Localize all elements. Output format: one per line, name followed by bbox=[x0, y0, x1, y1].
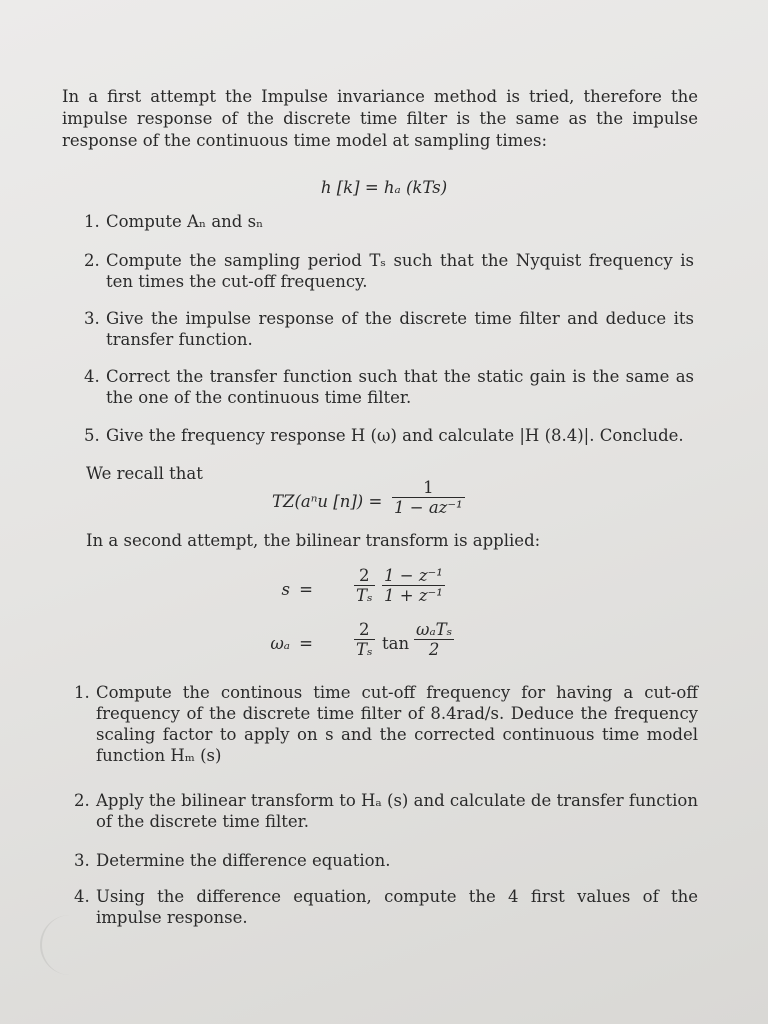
item-text: Determine the difference equation. bbox=[96, 851, 391, 870]
item-number: 1. bbox=[74, 683, 90, 702]
item-number: 2. bbox=[84, 251, 100, 270]
item-text: Correct the transfer function such that the static gain is the same as the one of the continuous time filter. bbox=[106, 367, 694, 407]
item-number: 4. bbox=[84, 367, 100, 386]
tz-numerator: 1 bbox=[423, 478, 434, 497]
s-coef-num: 2 bbox=[359, 566, 370, 585]
item-number: 3. bbox=[74, 851, 90, 870]
s-coef-fraction bbox=[354, 566, 375, 605]
tz-denominator: 1 − az⁻¹ bbox=[394, 498, 463, 517]
s-main-fraction bbox=[382, 566, 445, 605]
w-coef-den: Tₛ bbox=[356, 640, 373, 659]
equals-sign: = bbox=[299, 580, 313, 599]
item-text: Give the frequency response H (ω) and calculate |H (8.4)|. Conclude. bbox=[106, 426, 684, 445]
item-number: 1. bbox=[84, 212, 100, 231]
s-coef-den: Tₛ bbox=[356, 586, 373, 605]
page-shadow bbox=[40, 915, 82, 975]
w-coef-fraction bbox=[354, 620, 375, 659]
w-lhs: ωₐ bbox=[270, 634, 290, 653]
tz-lhs: TZ(aⁿu [n]) = bbox=[272, 492, 383, 511]
item-number: 3. bbox=[84, 309, 100, 328]
s-main-den: 1 + z⁻¹ bbox=[384, 586, 443, 605]
item-text: Compute the sampling period Tₛ such that the Nyquist frequency is ten times the cut-off frequency. bbox=[106, 251, 694, 291]
item-text: Using the difference equation, compute the 4 first values of the impulse response. bbox=[96, 887, 698, 927]
w-coef-num: 2 bbox=[359, 620, 370, 639]
intro-paragraph: In a first attempt the Impulse invariance method is tried, therefore the impulse response of the discrete time filter is the same as the impulse response of the continuous time model at sampling times: bbox=[62, 87, 698, 150]
w-main-den: 2 bbox=[414, 639, 454, 659]
bilinear-w-equation bbox=[250, 620, 510, 666]
impulse-equation: h [k] = hₐ (kTs) bbox=[320, 178, 448, 197]
equals-sign: = bbox=[299, 634, 313, 653]
item-text: Compute the continous time cut-off frequency for having a cut-off frequency of the discrete time filter of 8.4rad/s. Deduce the frequency scaling factor to apply on s and the corrected continuous time model function Hₘ (s) bbox=[96, 683, 698, 765]
item-text: Apply the bilinear transform to Hₐ (s) and calculate de transfer function of the discrete time filter. bbox=[96, 791, 698, 831]
tz-fraction bbox=[392, 478, 465, 517]
w-main-num: ωₐTₛ bbox=[416, 620, 453, 639]
second-attempt-text: In a second attempt, the bilinear transform is applied: bbox=[86, 531, 541, 550]
bilinear-s-equation bbox=[250, 566, 510, 610]
item-text: Give the impulse response of the discrete time filter and deduce its transfer function. bbox=[106, 309, 694, 349]
tan-function: tan bbox=[382, 634, 410, 653]
item-number: 5. bbox=[84, 426, 100, 445]
item-text: Compute Aₙ and sₙ bbox=[106, 212, 264, 231]
s-lhs: s bbox=[281, 580, 290, 599]
recall-text: We recall that bbox=[86, 464, 203, 483]
item-number: 4. bbox=[74, 887, 90, 906]
w-main-fraction bbox=[414, 620, 454, 659]
s-main-num: 1 − z⁻¹ bbox=[384, 566, 443, 585]
item-number: 2. bbox=[74, 791, 90, 810]
